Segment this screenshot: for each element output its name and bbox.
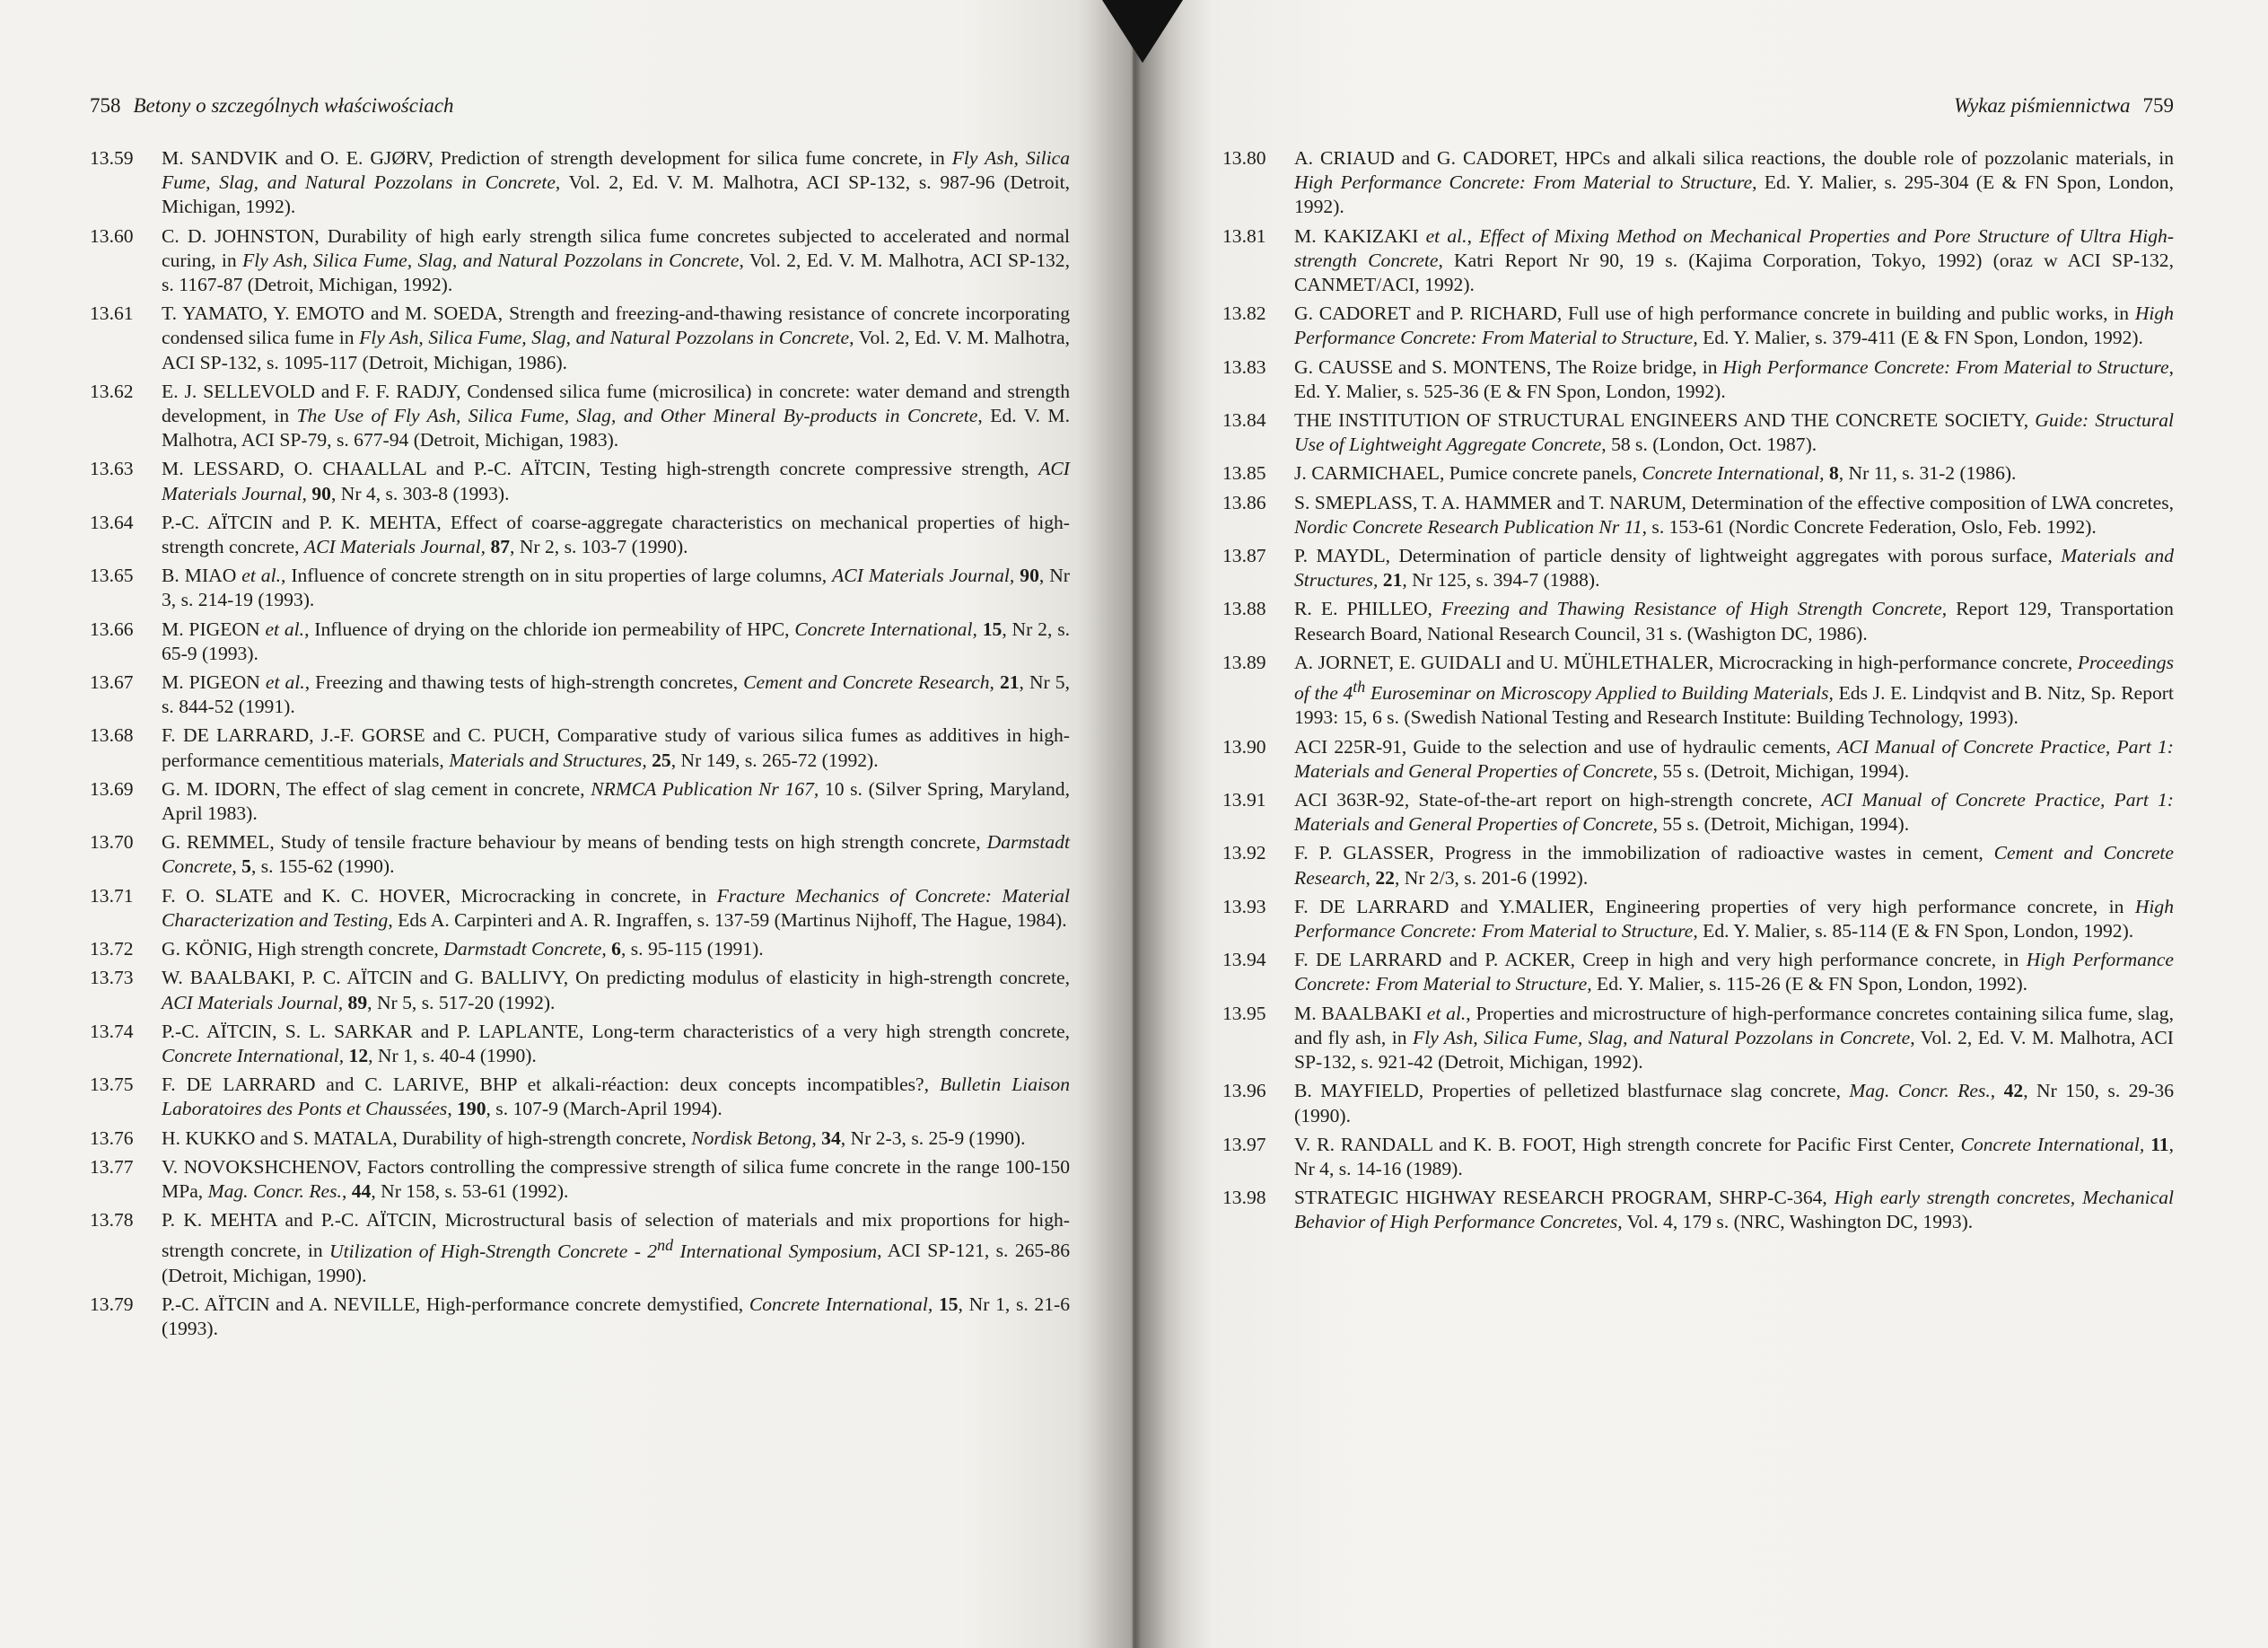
right-running-head bbox=[1222, 94, 2174, 121]
reference-entry bbox=[90, 511, 1070, 559]
reference-number: 13.84 bbox=[1222, 409, 1266, 432]
reference-text: F. DE LARRARD and Y.MALIER, Engineering properties of very high performance concrete, in High Performance Concrete: From Material to Structure, Ed. Y. Malier, s. 85-114 (E & FN Spon, London, 1992). bbox=[1294, 895, 2174, 942]
reference-text: P. MAYDL, Determination of particle density of lightweight aggregates with porous surface, Materials and Structures, 21, Nr 125, s. 394-7 (1988). bbox=[1294, 545, 2174, 592]
reference-text: F. P. GLASSER, Progress in the immobilization of radioactive wastes in cement, Cement and Concrete Research, 22, Nr 2/3, s. 201-6 (1992). bbox=[1294, 842, 2174, 889]
reference-text: S. SMEPLASS, T. A. HAMMER and T. NARUM, Determination of the effective composition of LWA concretes, Nordic Concrete Research Publication Nr 11, s. 153-61 (Nordic Concrete Federation, Oslo, Feb. 1992). bbox=[1294, 491, 2175, 538]
reference-entry bbox=[1222, 735, 2174, 784]
binding-clip-mark bbox=[1102, 0, 1183, 63]
reference-text: P.-C. AÏTCIN and P. K. MEHTA, Effect of coarse-aggregate characteristics on mechanical properties of high-strength concrete, ACI Materials Journal, 87, Nr 2, s. 103-7 (1990). bbox=[162, 511, 1070, 558]
reference-text: M. BAALBAKI et al., Properties and microstructure of high-performance concretes containing silica fume, slag, and fly ash, in Fly Ash, Silica Fume, Slag, and Natural Pozzolans in Concrete, Vol. 2, Ed. V. M. Malhotra, ACI SP-132, s. 921-42 (Detroit, Michigan, 1992). bbox=[1294, 1002, 2174, 1074]
reference-entry bbox=[1222, 302, 2174, 350]
reference-number: 13.83 bbox=[1222, 355, 1266, 378]
reference-entry bbox=[90, 671, 1070, 719]
reference-number: 13.95 bbox=[1222, 1002, 1266, 1024]
reference-entry bbox=[1222, 788, 2174, 837]
reference-text: V. NOVOKSHCHENOV, Factors controlling the compressive strength of silica fume concrete in the range 100-150 MPa, Mag. Concr. Res., 44, Nr 158, s. 53-61 (1992). bbox=[162, 1155, 1070, 1202]
reference-entry bbox=[90, 1020, 1070, 1068]
reference-text: M. SANDVIK and O. E. GJØRV, Prediction of strength development for silica fume concrete, in Fly Ash, Silica Fume, Slag, and Natural Pozzolans in Concrete, Vol. 2, Ed. V. M. Malhotra, ACI SP-132, s. 987-96 (Detroit, Michigan, 1992). bbox=[162, 147, 1070, 218]
reference-entry bbox=[1222, 1186, 2174, 1234]
reference-number: 13.80 bbox=[1222, 147, 1266, 169]
reference-number: 13.67 bbox=[90, 671, 134, 694]
reference-entry bbox=[90, 830, 1070, 879]
reference-text: M. PIGEON et al., Influence of drying on the chloride ion permeability of HPC, Concrete International, 15, Nr 2, s. 65-9 (1993). bbox=[162, 618, 1071, 664]
reference-entry bbox=[1222, 948, 2174, 996]
reference-number: 13.71 bbox=[90, 884, 134, 907]
reference-number: 13.60 bbox=[90, 224, 134, 247]
reference-entry bbox=[1222, 651, 2174, 731]
reference-text: G. KÖNIG, High strength concrete, Darmstadt Concrete, 6, s. 95-115 (1991). bbox=[162, 938, 764, 960]
reference-number: 13.77 bbox=[90, 1155, 134, 1178]
reference-entry bbox=[90, 723, 1070, 772]
reference-entry bbox=[90, 1126, 1070, 1151]
left-page bbox=[0, 0, 1133, 1648]
reference-text: B. MIAO et al., Influence of concrete strength on in situ properties of large columns, ACI Materials Journal, 90, Nr 3, s. 214-19 (1993). bbox=[162, 565, 1070, 611]
reference-number: 13.75 bbox=[90, 1074, 134, 1096]
reference-entry bbox=[1222, 1079, 2174, 1127]
reference-text: G. REMMEL, Study of tensile fracture behaviour by means of bending tests on high strength concrete, Darmstadt Concrete, 5, s. 155-62 (1990). bbox=[162, 831, 1070, 878]
reference-entry bbox=[1222, 146, 2174, 220]
reference-text: P.-C. AÏTCIN and A. NEVILLE, High-performance concrete demystified, Concrete International, 15, Nr 1, s. 21-6 (1993). bbox=[162, 1293, 1070, 1340]
reference-entry bbox=[90, 302, 1070, 375]
reference-number: 13.65 bbox=[90, 565, 134, 587]
reference-entry bbox=[1222, 1002, 2174, 1075]
reference-number: 13.69 bbox=[90, 777, 134, 800]
reference-entry bbox=[1222, 461, 2174, 486]
reference-text: H. KUKKO and S. MATALA, Durability of high-strength concrete, Nordisk Betong, 34, Nr 2-3, s. 25-9 (1990). bbox=[162, 1126, 1026, 1149]
reference-text: P.-C. AÏTCIN, S. L. SARKAR and P. LAPLANTE, Long-term characteristics of a very high strength concrete, Concrete International, 12, Nr 1, s. 40-4 (1990). bbox=[162, 1020, 1070, 1066]
reference-text: B. MAYFIELD, Properties of pelletized blastfurnace slag concrete, Mag. Concr. Res., 42, Nr 150, s. 29-36 (1990). bbox=[1294, 1080, 2175, 1126]
reference-entry bbox=[1222, 1133, 2174, 1181]
reference-number: 13.59 bbox=[90, 147, 134, 169]
reference-entry bbox=[90, 1073, 1070, 1121]
reference-entry bbox=[1222, 841, 2174, 890]
reference-number: 13.93 bbox=[1222, 895, 1266, 917]
reference-number: 13.92 bbox=[1222, 842, 1266, 864]
reference-number: 13.88 bbox=[1222, 598, 1266, 620]
reference-entry bbox=[90, 884, 1070, 933]
left-running-title: Betony o szczególnych właściwościach bbox=[133, 94, 454, 117]
reference-text: P. K. MEHTA and P.-C. AÏTCIN, Microstructural basis of selection of materials and mix proportions for high-strength concrete, in Utilization of High-Strength Concrete - 2nd International Symposium, ACI SP-121, s. 265-86 (Detroit, Michigan, 1990). bbox=[162, 1209, 1070, 1286]
reference-text: V. R. RANDALL and K. B. FOOT, High strength concrete for Pacific First Center, Concrete International, 11, Nr 4, s. 14-16 (1989). bbox=[1294, 1133, 2174, 1179]
reference-entry bbox=[90, 966, 1070, 1014]
reference-text: A. JORNET, E. GUIDALI and U. MÜHLETHALER, Microcracking in high-performance concrete, Proceedings of the 4th Euroseminar on Microscopy Applied to Building Materials, Eds J. E. Lindqvist and B. Nitz, Sp. Report 1993: 15, 6 s. (Swedish National Testing and Research Institute: Building Technology, 1993). bbox=[1294, 651, 2174, 729]
right-page bbox=[1133, 0, 2268, 1648]
reference-number: 13.72 bbox=[90, 938, 134, 960]
reference-number: 13.78 bbox=[90, 1209, 134, 1232]
reference-number: 13.97 bbox=[1222, 1133, 1266, 1155]
reference-entry bbox=[90, 564, 1070, 612]
reference-text: G. M. IDORN, The effect of slag cement in concrete, NRMCA Publication Nr 167, 10 s. (Silver Spring, Maryland, April 1983). bbox=[162, 777, 1070, 825]
reference-number: 13.73 bbox=[90, 967, 134, 989]
reference-number: 13.89 bbox=[1222, 651, 1266, 673]
reference-number: 13.94 bbox=[1222, 949, 1266, 971]
reference-entry bbox=[90, 380, 1070, 453]
reference-text: F. DE LARRARD and P. ACKER, Creep in high and very high performance concrete, in High Performance Concrete: From Material to Structure, Ed. Y. Malier, s. 115-26 (E & FN Spon, London, 1992). bbox=[1294, 949, 2174, 995]
reference-number: 13.79 bbox=[90, 1293, 134, 1315]
reference-number: 13.61 bbox=[90, 302, 134, 325]
reference-text: R. E. PHILLEO, Freezing and Thawing Resistance of High Strength Concrete, Report 129, Transportation Research Board, National Research Council, 31 s. (Washigton DC, 1986). bbox=[1294, 598, 2174, 644]
reference-entry bbox=[1222, 224, 2174, 298]
reference-number: 13.63 bbox=[90, 458, 134, 480]
reference-text: M. LESSARD, O. CHAALLAL and P.-C. AÏTCIN, Testing high-strength concrete compressive strength, ACI Materials Journal, 90, Nr 4, s. 303-8 (1993). bbox=[162, 458, 1070, 504]
reference-number: 13.82 bbox=[1222, 302, 1266, 325]
reference-text: ACI 363R-92, State-of-the-art report on high-strength concrete, ACI Manual of Concrete Practice, Part 1: Materials and General Properties of Concrete, 55 s. (Detroit, Michigan, 1994). bbox=[1294, 789, 2174, 836]
reference-number: 13.86 bbox=[1222, 491, 1266, 513]
reference-text: E. J. SELLEVOLD and F. F. RADJY, Condensed silica fume (microsilica) in concrete: water demand and strength development, in The Use of Fly Ash, Silica Fume, Slag, and Other Mineral By-products in Concrete, Ed. V. M. Malhotra, ACI SP-79, s. 677-94 (Detroit, Michigan, 1983). bbox=[162, 380, 1070, 451]
reference-entry bbox=[1222, 355, 2174, 404]
reference-entry bbox=[90, 1155, 1070, 1204]
reference-number: 13.98 bbox=[1222, 1187, 1266, 1209]
right-running-title: Wykaz piśmiennictwa bbox=[1953, 94, 2131, 117]
reference-number: 13.81 bbox=[1222, 224, 1266, 247]
reference-text: ACI 225R-91, Guide to the selection and use of hydraulic cements, ACI Manual of Concrete Practice, Part 1: Materials and General Properties of Concrete, 55 s. (Detroit, Michigan, 1994). bbox=[1294, 735, 2175, 782]
reference-number: 13.91 bbox=[1222, 789, 1266, 811]
reference-text: STRATEGIC HIGHWAY RESEARCH PROGRAM, SHRP-C-364, High early strength concretes, Mechanical Behavior of High Performance Concretes, Vol. 4, 179 s. (NRC, Washington DC, 1993). bbox=[1294, 1187, 2175, 1233]
reference-text: T. YAMATO, Y. EMOTO and M. SOEDA, Strength and freezing-and-thawing resistance of concrete incorporating condensed silica fume in Fly Ash, Silica Fume, Slag, and Natural Pozzolans in Concrete, Vol. 2, Ed. V. M. Malhotra, ACI SP-132, s. 1095-117 (Detroit, Michigan, 1986). bbox=[162, 302, 1070, 373]
reference-number: 13.76 bbox=[90, 1126, 134, 1149]
reference-entry bbox=[1222, 544, 2174, 592]
reference-number: 13.90 bbox=[1222, 735, 1266, 758]
reference-number: 13.70 bbox=[90, 831, 134, 854]
reference-number: 13.85 bbox=[1222, 462, 1266, 485]
right-page-number: 759 bbox=[2142, 94, 2174, 117]
reference-number: 13.66 bbox=[90, 618, 134, 640]
reference-entry bbox=[1222, 597, 2174, 645]
reference-text: F. DE LARRARD, J.-F. GORSE and C. PUCH, Comparative study of various silica fumes as additives in high-performance cementitious materials, Materials and Structures, 25, Nr 149, s. 265-72 (1992). bbox=[162, 724, 1070, 771]
reference-entry bbox=[90, 1293, 1070, 1341]
reference-text: J. CARMICHAEL, Pumice concrete panels, Concrete International, 8, Nr 11, s. 31-2 (1986). bbox=[1294, 462, 2017, 485]
reference-number: 13.62 bbox=[90, 380, 134, 402]
right-reference-list bbox=[1222, 146, 2174, 1235]
left-reference-list bbox=[90, 146, 1070, 1341]
reference-entry bbox=[90, 937, 1070, 961]
reference-entry bbox=[90, 1208, 1070, 1288]
reference-entry bbox=[90, 457, 1070, 505]
reference-number: 13.74 bbox=[90, 1020, 134, 1042]
reference-text: C. D. JOHNSTON, Durability of high early strength silica fume concretes subjected to accelerated and normal curing, in Fly Ash, Silica Fume, Slag, and Natural Pozzolans in Concrete, Vol. 2, Ed. V. M. Malhotra, ACI SP-132, s. 1167-87 (Detroit, Michigan, 1992). bbox=[162, 224, 1070, 296]
reference-entry bbox=[90, 777, 1070, 826]
reference-entry bbox=[1222, 491, 2174, 539]
reference-entry bbox=[90, 224, 1070, 298]
reference-text: M. PIGEON et al., Freezing and thawing tests of high-strength concretes, Cement and Concrete Research, 21, Nr 5, s. 844-52 (1991). bbox=[162, 671, 1070, 718]
reference-number: 13.87 bbox=[1222, 545, 1266, 567]
reference-number: 13.96 bbox=[1222, 1080, 1266, 1102]
reference-entry bbox=[1222, 408, 2174, 457]
reference-text: F. DE LARRARD and C. LARIVE, BHP et alkali-réaction: deux concepts incompatibles?, Bulletin Liaison Laboratoires des Ponts et Chaussées, 190, s. 107-9 (March-April 1994). bbox=[162, 1074, 1070, 1120]
left-page-number: 758 bbox=[90, 94, 121, 117]
reference-text: M. KAKIZAKI et al., Effect of Mixing Method on Mechanical Properties and Pore Structure of Ultra High-strength Concrete, Katri Report Nr 90, 19 s. (Kajima Corporation, Tokyo, 1992) (oraz w ACI SP-132, CANMET/ACI, 1992). bbox=[1294, 224, 2175, 296]
reference-number: 13.68 bbox=[90, 724, 134, 747]
reference-text: THE INSTITUTION OF STRUCTURAL ENGINEERS AND THE CONCRETE SOCIETY, Guide: Structural Use of Lightweight Aggregate Concrete, 58 s. (London, Oct. 1987). bbox=[1294, 409, 2174, 456]
reference-entry bbox=[1222, 895, 2174, 943]
reference-number: 13.64 bbox=[90, 511, 134, 533]
reference-text: A. CRIAUD and G. CADORET, HPCs and alkali silica reactions, the double role of pozzolanic materials, in High Performance Concrete: From Material to Structure, Ed. Y. Malier, s. 295-304 (E & FN Spon, London, 1992). bbox=[1294, 147, 2175, 218]
reference-text: F. O. SLATE and K. C. HOVER, Microcracking in concrete, in Fracture Mechanics of Concrete: Material Characterization and Testing, Eds A. Carpinteri and A. R. Ingraffen, s. 137-59 (Martinus Nijhoff, The Hague, 1984). bbox=[162, 884, 1070, 931]
reference-entry bbox=[90, 146, 1070, 220]
reference-text: G. CAUSSE and S. MONTENS, The Roize bridge, in High Performance Concrete: From Material to Structure, Ed. Y. Malier, s. 525-36 (E & FN Spon, London, 1992). bbox=[1294, 355, 2174, 402]
reference-entry bbox=[90, 618, 1070, 666]
left-running-head bbox=[90, 94, 1070, 121]
reference-text: G. CADORET and P. RICHARD, Full use of high performance concrete in building and public works, in High Performance Concrete: From Material to Structure, Ed. Y. Malier, s. 379-411 (E & FN Spon, London, 1992). bbox=[1294, 302, 2174, 349]
reference-text: W. BAALBAKI, P. C. AÏTCIN and G. BALLIVY, On predicting modulus of elasticity in high-strength concrete, ACI Materials Journal, 89, Nr 5, s. 517-20 (1992). bbox=[162, 967, 1070, 1013]
